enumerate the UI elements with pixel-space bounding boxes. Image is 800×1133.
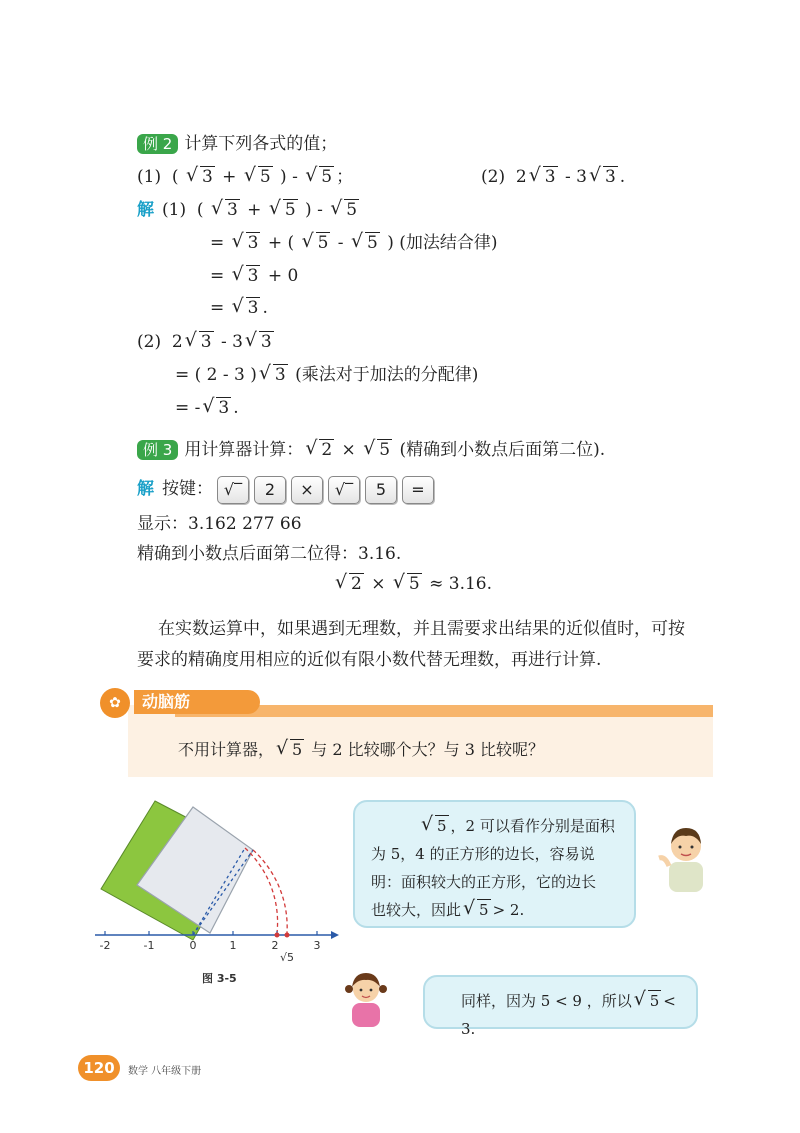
think-question: 不用计算器， √ 5 与 2 比较哪个大？与 3 比较呢？ [178, 738, 544, 762]
sqrt-5: √ 5 [268, 197, 296, 220]
comparison-bubble: 同样，因为 5 < 9 ，所以 √ 5 < 3. [423, 975, 698, 1029]
solution-1-line-2: = √ 3 + 0 [210, 263, 299, 286]
tick-label: -2 [99, 939, 111, 952]
key-5[interactable]: 5 [365, 476, 397, 504]
example-2-heading [137, 132, 337, 156]
solution-label: 解 [137, 200, 154, 220]
sqrt-5: √ 5 [276, 737, 303, 759]
example-2-problem-2: (2) 2 √ 3 - 3 √ 3 . [481, 164, 626, 187]
sqrt-3: √ 3 [202, 395, 230, 418]
sqrt-3: √ 3 [231, 295, 259, 318]
sqrt-3: √ 3 [528, 164, 556, 187]
paragraph-line-1: 在实数运算中，如果遇到无理数，并且需要求出结果的近似值时，可按 [158, 619, 685, 639]
explanation-bubble: √ 5 ，2 可以看作分别是面积 为 5，4 的正方形的边长，容易说 明：面积较大的正方形，它的边长 也较大，因此 √ 5 > 2. [353, 800, 636, 928]
key-2[interactable]: 2 [254, 476, 286, 504]
boy-avatar [655, 822, 717, 892]
book-title: 数学 八年级下册 [128, 1066, 202, 1077]
figure-squares-numberline [95, 795, 350, 995]
key-multiply[interactable]: × [291, 476, 323, 504]
sqrt-3: √ 3 [231, 263, 259, 286]
sqrt-5: √ 5 [330, 197, 358, 220]
sqrt-5: √ 5 [392, 571, 420, 594]
solution-2-line-0: (2) 2 √ 3 - 3 √ 3 [137, 329, 272, 352]
sqrt-3: √ 3 [258, 362, 286, 385]
precision-result: 精确到小数点后面第二位得：3.16. [137, 544, 402, 564]
associative-law-note: (加法结合律) [399, 233, 498, 253]
sqrt-5: √ 5 [301, 230, 329, 253]
sqrt-3: √ 3 [184, 329, 212, 352]
tick-label: 2 [271, 939, 279, 952]
sqrt-5: √ 5 [421, 813, 447, 835]
girl-avatar [342, 967, 390, 1027]
example-3-badge: 例 3 [137, 440, 178, 460]
think-title-label: 动脑筋 [134, 690, 260, 714]
tick-label: 1 [229, 939, 237, 952]
figure-caption: 图 3-5 [202, 972, 237, 985]
example-3-heading: 例 3 用计算器计算： √ 2 × √ 5 (精确到小数点后面第二位). [137, 438, 605, 462]
number-line-arrow [331, 931, 339, 939]
sqrt-5: √ 5 [350, 230, 378, 253]
brain-icon: ✿ [100, 688, 130, 718]
sqrt-5: √ 5 [633, 988, 660, 1010]
sqrt-3: √ 3 [588, 164, 616, 187]
distributive-law-note: (乘法对于加法的分配律) [295, 365, 479, 385]
sqrt-5: √ 5 [305, 164, 333, 187]
paragraph-line-2: 要求的精确度用相应的近似有限小数代替无理数，再进行计算. [137, 650, 602, 670]
problem-2-label: (2) [481, 167, 506, 187]
problem-1-label: (1) [137, 167, 162, 187]
sqrt5-label: √5 [279, 951, 295, 964]
sqrt-5: √ 5 [463, 897, 489, 919]
key-sqrt[interactable]: √‾ [217, 476, 249, 504]
display-readout: 显示：3.162 277 66 [137, 514, 302, 534]
solution-label: 解 [137, 479, 154, 499]
key-sqrt[interactable]: √‾ [328, 476, 360, 504]
calculator-keys-row: 解 按键： √‾ 2 × √‾ 5 = [137, 474, 439, 504]
example-2-badge: 例 2 [137, 134, 178, 154]
tick-label: 0 [189, 939, 197, 952]
sqrt-2: √ 2 [335, 571, 362, 594]
sqrt-2: √ 2 [305, 437, 333, 460]
tick-label: -1 [143, 939, 155, 952]
approx-result: √ 2 × √ 5 ≈ 3.16. [335, 571, 493, 594]
solution-1-line-3: = √ 3 . [210, 295, 268, 318]
sqrt-5: √ 5 [363, 437, 391, 460]
solution-1-line-0: 解 (1) ( √ 3 + √ 5 ) - √ 5 [137, 197, 358, 220]
solution-2-line-2: = - √ 3 . [175, 395, 239, 418]
example-2-problem-1: (1) ( √ 3 + √ 5 ) - √ 5 ； [137, 164, 354, 187]
sqrt-3: √ 3 [231, 230, 259, 253]
tick-label: 3 [313, 939, 321, 952]
sqrt-5: √ 5 [243, 164, 271, 187]
solution-1-line-1: = √ 3 + ( √ 5 - √ 5 ) (加法结合律) [210, 230, 498, 253]
example-2-title: 计算下列各式的值； [184, 134, 338, 154]
key-equals[interactable]: = [402, 476, 434, 504]
sqrt-3: √ 3 [244, 329, 272, 352]
solution-2-line-1: = ( 2 - 3 ) √ 3 (乘法对于加法的分配律) [175, 362, 479, 385]
arc-2 [245, 848, 278, 933]
sqrt-3: √ 3 [185, 164, 213, 187]
arc-sqrt5 [253, 850, 287, 933]
sqrt-3: √ 3 [210, 197, 238, 220]
page-number: 120 [78, 1055, 120, 1081]
